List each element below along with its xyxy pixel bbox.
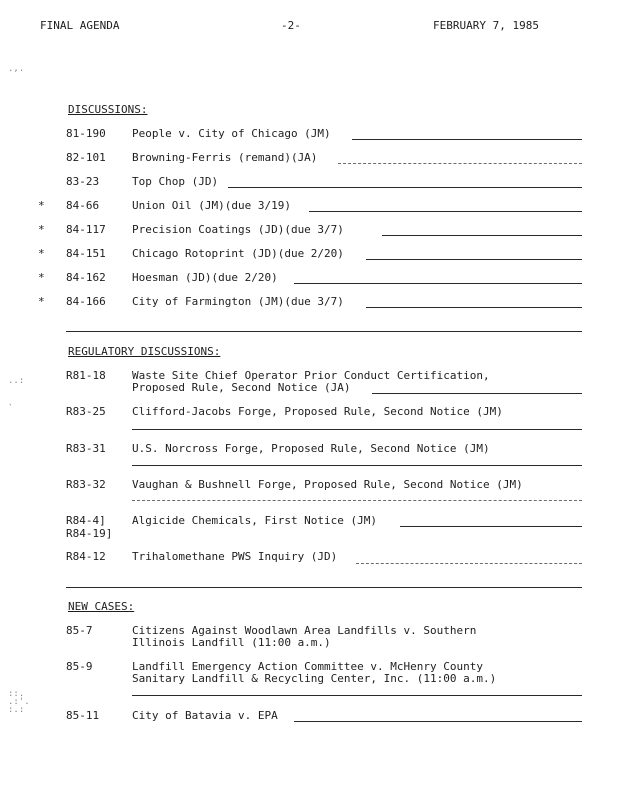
- fill-line: [132, 465, 582, 466]
- case-title-line2: Sanitary Landfill & Recycling Center, Inc. (11:00 a.m.): [132, 672, 497, 685]
- fill-line: [356, 563, 582, 564]
- fill-line: [132, 500, 582, 501]
- scan-speck: ..:: [8, 376, 25, 386]
- docket-number: 85-9: [66, 660, 93, 673]
- case-title-line1: U.S. Norcross Forge, Proposed Rule, Second Notice (JM): [132, 442, 490, 455]
- fill-line: [309, 211, 582, 212]
- section-divider: [66, 587, 582, 588]
- docket-number: R84-12: [66, 550, 106, 563]
- header-date: FEBRUARY 7, 1985: [433, 19, 539, 32]
- case-title-line1: Citizens Against Woodlawn Area Landfills v. Southern: [132, 624, 477, 637]
- case-title-line2: Proposed Rule, Second Notice (JA): [132, 381, 351, 394]
- case-title: Precision Coatings (JD)(due 3/7): [132, 223, 344, 236]
- fill-line: [294, 283, 582, 284]
- docket-number: 84-166: [66, 295, 106, 308]
- priority-mark: *: [38, 199, 45, 212]
- case-title-line1: Algicide Chemicals, First Notice (JM): [132, 514, 378, 527]
- fill-line: [352, 139, 582, 140]
- priority-mark: *: [38, 247, 45, 260]
- section-divider: [66, 331, 582, 332]
- priority-mark: *: [38, 271, 45, 284]
- docket-number: 84-162: [66, 271, 106, 284]
- new-cases-heading: NEW CASES:: [68, 600, 135, 613]
- docket-number: 84-66: [66, 199, 100, 212]
- case-title-line2: Illinois Landfill (11:00 a.m.): [132, 636, 331, 649]
- fill-line: [366, 259, 582, 260]
- priority-mark: *: [38, 223, 45, 236]
- case-title: Top Chop (JD): [132, 175, 219, 188]
- docket-number: R83-25: [66, 405, 106, 418]
- discussions-heading: DISCUSSIONS:: [68, 103, 148, 116]
- docket-number: 81-190: [66, 127, 106, 140]
- fill-line: [372, 393, 582, 394]
- fill-line: [366, 307, 582, 308]
- regulatory-heading: REGULATORY DISCUSSIONS:: [68, 345, 221, 358]
- docket-number: 85-11: [66, 709, 100, 722]
- fill-line: [132, 695, 582, 696]
- fill-line: [132, 429, 582, 430]
- scan-speck: .,.: [8, 64, 25, 74]
- docket-number: R83-31: [66, 442, 106, 455]
- case-title: Browning-Ferris (remand)(JA): [132, 151, 318, 164]
- case-title-line1: City of Batavia v. EPA: [132, 709, 278, 722]
- case-title: Hoesman (JD)(due 2/20): [132, 271, 278, 284]
- docket-number: 82-101: [66, 151, 106, 164]
- priority-mark: *: [38, 295, 45, 308]
- case-title-line1: Clifford-Jacobs Forge, Proposed Rule, Second Notice (JM): [132, 405, 503, 418]
- scan-speck: ::. .:'. :.:: [8, 689, 30, 715]
- case-title-line1: Vaughan & Bushnell Forge, Proposed Rule, Second Notice (JM): [132, 478, 523, 491]
- fill-line: [338, 163, 582, 164]
- fill-line: [294, 721, 582, 722]
- header-left: FINAL AGENDA: [40, 19, 120, 32]
- case-title-line1: Waste Site Chief Operator Prior Conduct Certification,: [132, 369, 490, 382]
- fill-line: [228, 187, 582, 188]
- docket-number: 83-23: [66, 175, 100, 188]
- case-title-line1: Landfill Emergency Action Committee v. McHenry County: [132, 660, 483, 673]
- docket-number: R84-4]: [66, 514, 106, 527]
- case-title-line1: Trihalomethane PWS Inquiry (JD): [132, 550, 338, 563]
- docket-number-2: R84-19]: [66, 527, 113, 540]
- case-title: Chicago Rotoprint (JD)(due 2/20): [132, 247, 344, 260]
- case-title: Union Oil (JM)(due 3/19): [132, 199, 291, 212]
- case-title: City of Farmington (JM)(due 3/7): [132, 295, 344, 308]
- docket-number: 84-117: [66, 223, 106, 236]
- fill-line: [400, 526, 582, 527]
- scan-speck: `: [8, 404, 14, 414]
- docket-number: 85-7: [66, 624, 93, 637]
- docket-number: R83-32: [66, 478, 106, 491]
- case-title: People v. City of Chicago (JM): [132, 127, 331, 140]
- docket-number: 84-151: [66, 247, 106, 260]
- docket-number: R81-18: [66, 369, 106, 382]
- page-number: -2-: [281, 19, 301, 32]
- fill-line: [382, 235, 582, 236]
